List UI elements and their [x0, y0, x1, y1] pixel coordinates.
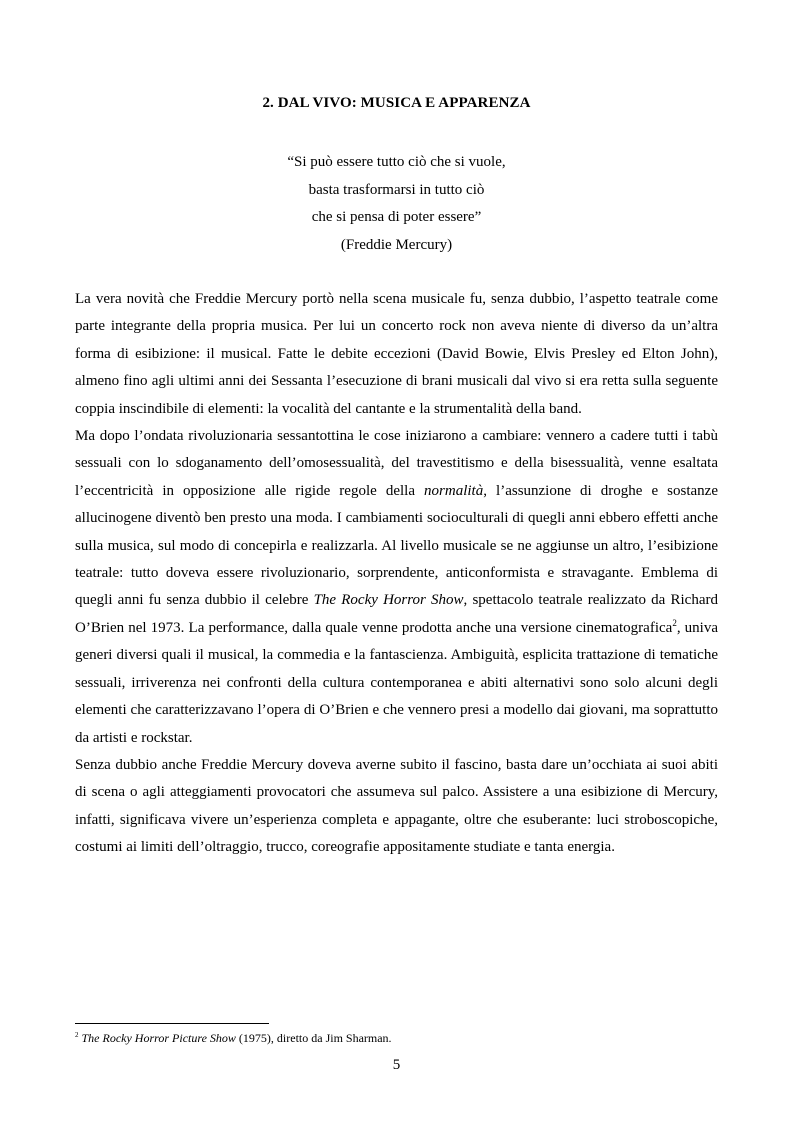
- footnote-divider: [75, 1023, 269, 1024]
- epigraph-line: “Si può essere tutto ciò che si vuole,: [287, 154, 506, 170]
- footnote-text: (1975), diretto da Jim Sharman.: [235, 1031, 392, 1045]
- italic-normalita: normalità: [424, 482, 484, 499]
- epigraph-line: che si pensa di poter essere”: [311, 209, 482, 225]
- paragraph-2-text: Ma dopo l’ondata rivoluzionaria sessantottina le cose iniziarono a cambiare: vennero a cadere tutti i tabù sessuali con lo sdoganamento dell’omosessualità, del travestitismo e della bisessualità, venne esaltata l’eccentricità in opposizione alle rigide regole della: [75, 428, 718, 499]
- body-text: [75, 286, 718, 862]
- epigraph-line: basta trasformarsi in tutto ciò: [308, 181, 485, 198]
- section-heading: 2. DAL VIVO: MUSICA E APPARENZA: [262, 95, 531, 111]
- paragraph-1: La vera novità che Freddie Mercury portò nella scena musicale fu, senza dubbio, l’aspetto teatrale come parte integrante della propria musica. Per lui un concerto rock non aveva niente di diverso da un’altra forma di esibizione: il musical. Fatte le debite eccezioni (David Bowie, Elvis Presley ed Elton John), almeno fino agli ultimi anni dei Sessanta l’esecuzione di brani musicali dal vivo si era retta sulla seguente coppia inscindibile di elementi: la vocalità del cantante e la strumentalità della band.: [75, 291, 718, 417]
- footnote-reference[interactable]: 2: [672, 617, 677, 628]
- paragraph-3: Senza dubbio anche Freddie Mercury doveva averne subito il fascino, basta dare un’occhiata ai suoi abiti di scena o agli atteggiamenti provocatori che assumeva sul palco. Assistere a una esibizione di Mercury, infatti, significava vivere un’esperienza completa e appagante, oltre che esuberante: luci stroboscopiche, costumi ai limiti dell’oltraggio, trucco, coreografie appositamente studiate e tanta energia.: [75, 756, 718, 856]
- footnote: [75, 1031, 392, 1046]
- page-number: 5: [392, 1057, 401, 1073]
- footnote-title: The Rocky Horror Picture Show: [81, 1031, 236, 1045]
- paragraph-2-text: , l’assunzione di droghe e sostanze allucinogene diventò ben presto una moda. I cambiamenti socioculturali di quegli anni ebbero effetti anche sulla musica, sul modo di concepirla e realizzarla. Al livello musicale se ne aggiunse un altro, l’esibizione teatrale: tutto doveva essere rivoluzionario, sorprendente, anticonformista e stravagante. Emblema di quegli anni fu senza dubbio il celebre: [75, 482, 718, 609]
- epigraph-quote: [0, 149, 793, 259]
- paragraph-2-text: , univa generi diversi quali il musical, la commedia e la fantascienza. Ambiguità, esplicita trattazione di tematiche sessuali, irriverenza nei confronti della cultura contemporanea e abiti alternativi sono solo alcuni degli elementi che caratterizzavano l’opera di O’Brien e che vennero presi a modello dai giovani, ma soprattutto da artisti e rockstar.: [75, 619, 718, 746]
- italic-rocky-horror-show: The Rocky Horror Show: [313, 592, 464, 609]
- epigraph-attribution: (Freddie Mercury): [340, 236, 453, 253]
- footnote-number: 2: [75, 1031, 79, 1039]
- paragraph-2: [75, 423, 718, 752]
- paragraph-2-text: , spettacolo teatrale realizzato da Richard O’Brien nel 1973. La performance, dalla quale venne prodotta anche una versione cinematografica: [75, 592, 718, 636]
